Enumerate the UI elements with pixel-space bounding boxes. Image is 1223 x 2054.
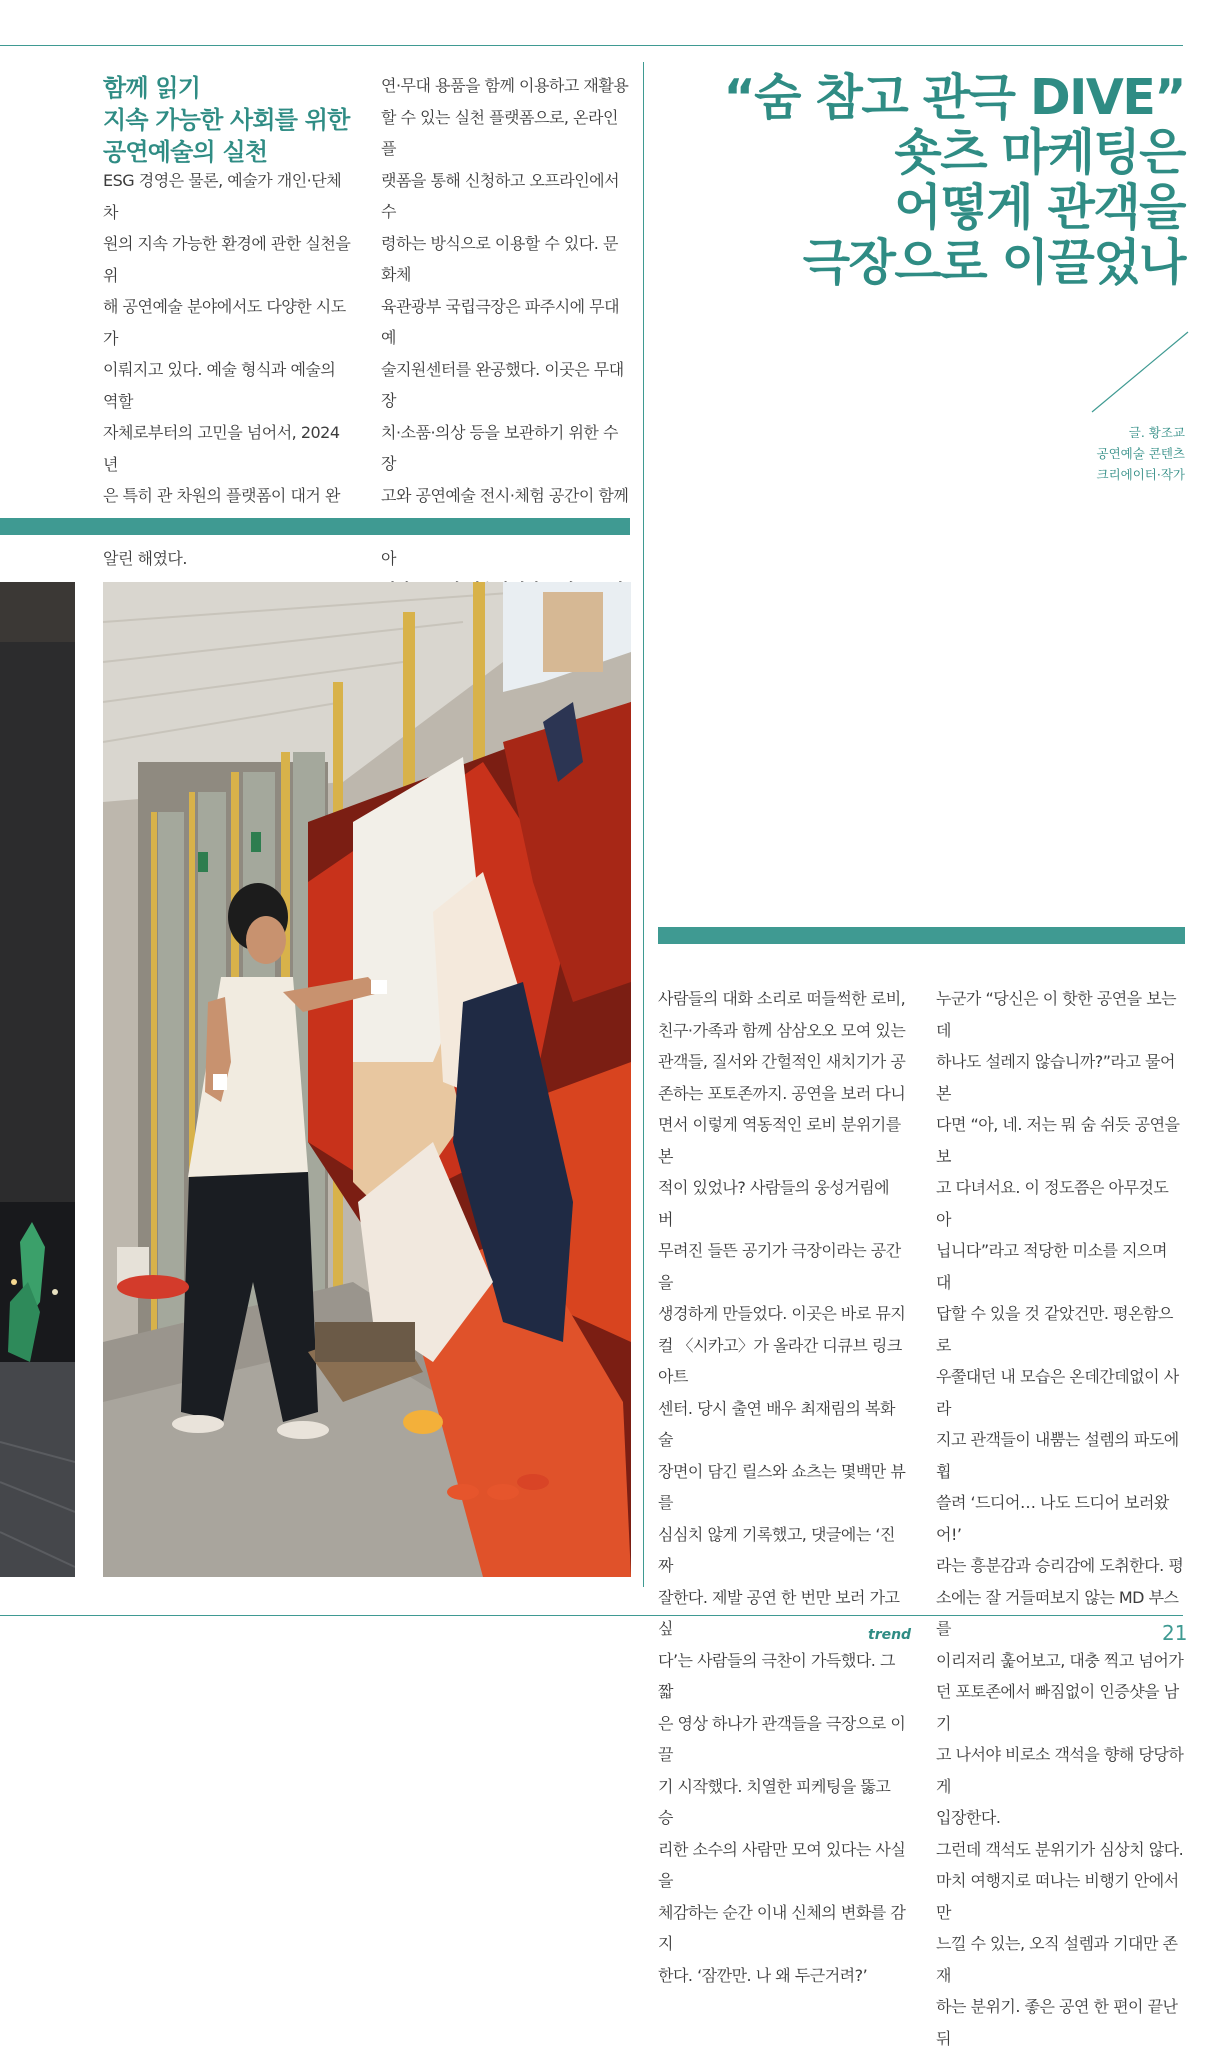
mural-painting-photo — [103, 582, 631, 1577]
text-line: 하나도 설레지 않습니까?”라고 물어본 — [936, 1052, 1175, 1103]
headline-line: 어떻게 관객을 — [894, 179, 1185, 236]
byline-line: 크리에이터·작가 — [1096, 467, 1185, 482]
text-line: 생경하게 만들었다. 이곳은 바로 뮤지 — [658, 1304, 906, 1323]
text-line: 누군가 “당신은 이 핫한 공연을 보는데 — [936, 989, 1177, 1040]
text-line: 리한 소수의 사람만 모여 있다는 사실을 — [658, 1839, 906, 1890]
text-line: 지고 관객들이 내뿜는 설렘의 파도에 휩 — [936, 1430, 1179, 1481]
text-line: 존하는 포토존까지. 공연을 보러 다니 — [658, 1083, 906, 1103]
text-line: 체감하는 순간 이내 신체의 변화를 감지 — [658, 1902, 906, 1953]
text-line: 이뤄지고 있다. 예술 형식과 예술의 역할 — [103, 360, 336, 411]
text-line: 은 특히 관 차원의 플랫폼이 대거 완 — [103, 486, 340, 505]
text-line: 마치 여행지로 떠나는 비행기 안에서만 — [936, 1871, 1179, 1922]
article-headline — [625, 70, 1185, 290]
text-line: 원의 지속 가능한 환경에 관한 실천을 위 — [103, 234, 351, 285]
text-line: 센터. 당시 출연 배우 최재림의 복화술 — [658, 1398, 895, 1449]
text-line: 고와 공연예술 전시·체험 공간이 함께 — [381, 485, 629, 505]
street-night-photo — [0, 582, 75, 1577]
page-number: 21 — [1162, 1621, 1188, 1645]
headline-line: 극장으로 이끌었나 — [802, 234, 1185, 291]
text-line: 닙니다”라고 적당한 미소를 지으며 대 — [936, 1241, 1167, 1292]
text-line: 적이 있었나? 사람들의 웅성거림에 버 — [658, 1178, 890, 1229]
text-line: 그런데 객석도 분위기가 심상치 않다. — [936, 1839, 1184, 1859]
text-line: 심심치 않게 기록했고, 댓글에는 ‘진짜 — [658, 1524, 895, 1575]
text-line: 치·소품·의상 등을 보관하기 위한 수장 — [381, 422, 618, 473]
sidebar-heading-line: 지속 가능한 사회를 위한 — [103, 106, 350, 134]
text-line: 은 영상 하나가 관객들을 극장으로 이끌 — [658, 1713, 906, 1764]
text-line: 이리저리 훑어보고, 대충 찍고 넘어가 — [936, 1650, 1184, 1670]
text-line: 자체로부터의 고민을 넘어서, 2024년 — [103, 423, 340, 474]
text-line: 친구·가족과 함께 삼삼오오 모여 있는 — [658, 1020, 906, 1040]
sidebar-heading-line: 함께 읽기 — [103, 74, 201, 102]
text-line: 소에는 잘 거들떠보지 않는 MD 부스를 — [936, 1587, 1179, 1638]
text-line: 라는 흥분감과 승리감에 도취한다. 평 — [936, 1556, 1184, 1575]
bottom-rule — [0, 1615, 1183, 1616]
text-line: 해 공연예술 분야에서도 다양한 시도가 — [103, 297, 346, 348]
column-divider — [643, 62, 644, 1587]
top-rule — [0, 45, 1183, 46]
text-line: 잘한다. 제발 공연 한 번만 보러 가고 싶 — [658, 1587, 900, 1638]
text-line: 관객들, 질서와 간헐적인 새치기가 공 — [658, 1052, 906, 1071]
article-column-1 — [658, 983, 908, 1991]
text-line: 아 — [381, 548, 396, 568]
text-line: 사람들의 대화 소리로 떠들썩한 로비, — [658, 989, 906, 1008]
text-line: 답할 수 있을 것 같았건만. 평온함으로 — [936, 1304, 1173, 1355]
text-line: 고 다녀서요. 이 정도쯤은 아무것도 아 — [936, 1178, 1169, 1229]
text-line: 육관광부 국립극장은 파주시에 무대예 — [381, 296, 620, 347]
text-line: 던 포토존에서 빠짐없이 인증샷을 남기 — [936, 1682, 1179, 1733]
sidebar-heading-line: 공연예술의 실천 — [103, 138, 268, 166]
byline-line: 공연예술 콘텐츠 — [1096, 446, 1185, 461]
accent-bar-right — [658, 927, 1185, 944]
text-line: 면서 이렇게 역동적인 로비 분위기를 본 — [658, 1115, 901, 1166]
text-line: 다’는 사람들의 극찬이 가득했다. 그 짧 — [658, 1650, 895, 1701]
text-line: 고 나서야 비로소 객석을 향해 당당하게 — [936, 1745, 1184, 1796]
accent-bar-left — [0, 518, 630, 535]
text-line: 령하는 방식으로 이용할 수 있다. 문화체 — [381, 233, 618, 284]
byline-line: 글. 황조교 — [1128, 425, 1185, 440]
headline-line: 숏츠 마케팅은 — [894, 124, 1185, 181]
text-line: ESG 경영은 물론, 예술가 개인·단체 차 — [103, 171, 342, 222]
text-line: 입장한다. — [936, 1808, 1001, 1827]
text-line: 알린 해였다. — [103, 549, 187, 568]
text-line: 술지원센터를 완공했다. 이곳은 무대 장 — [381, 359, 624, 410]
text-line: 랫폼을 통해 신청하고 오프라인에서 수 — [381, 170, 620, 221]
text-line: 한다. ‘잠깐만. 나 왜 두근거려?’ — [658, 1965, 868, 1985]
text-line: 할 수 있는 실천 플랫폼으로, 온라인 플 — [381, 107, 618, 158]
text-line: 다면 “아, 네. 저는 뭐 숨 쉬듯 공연을 보 — [936, 1115, 1180, 1166]
article-column-2 — [936, 983, 1186, 2054]
text-line: 연·무대 용품을 함께 이용하고 재활용 — [381, 76, 629, 95]
text-line: 우쭐대던 내 모습은 온데간데없이 사라 — [936, 1367, 1179, 1418]
text-line: 기 시작했다. 치열한 피케팅을 뚫고 승 — [658, 1776, 891, 1827]
text-line: 무려진 들뜬 공기가 극장이라는 공간을 — [658, 1241, 901, 1292]
text-line: 장면이 담긴 릴스와 쇼츠는 몇백만 뷰를 — [658, 1461, 906, 1512]
sidebar-heading — [103, 72, 353, 168]
byline — [1097, 422, 1186, 485]
text-line: 하는 분위기. 좋은 공연 한 편이 끝난 뒤 — [936, 1997, 1178, 2048]
headline-line: “숨 참고 관극 DIVE” — [723, 69, 1185, 126]
text-line: 컬 〈시카고〉가 올라간 디큐브 링크아트 — [658, 1335, 902, 1386]
text-line: 느낄 수 있는, 오직 설렘과 기대만 존재 — [936, 1934, 1178, 1985]
diagonal-rule — [1090, 330, 1190, 414]
section-label: trend — [868, 1627, 912, 1643]
text-line: 쓸려 ‘드디어… 나도 드디어 보러왔어!’ — [936, 1493, 1169, 1544]
